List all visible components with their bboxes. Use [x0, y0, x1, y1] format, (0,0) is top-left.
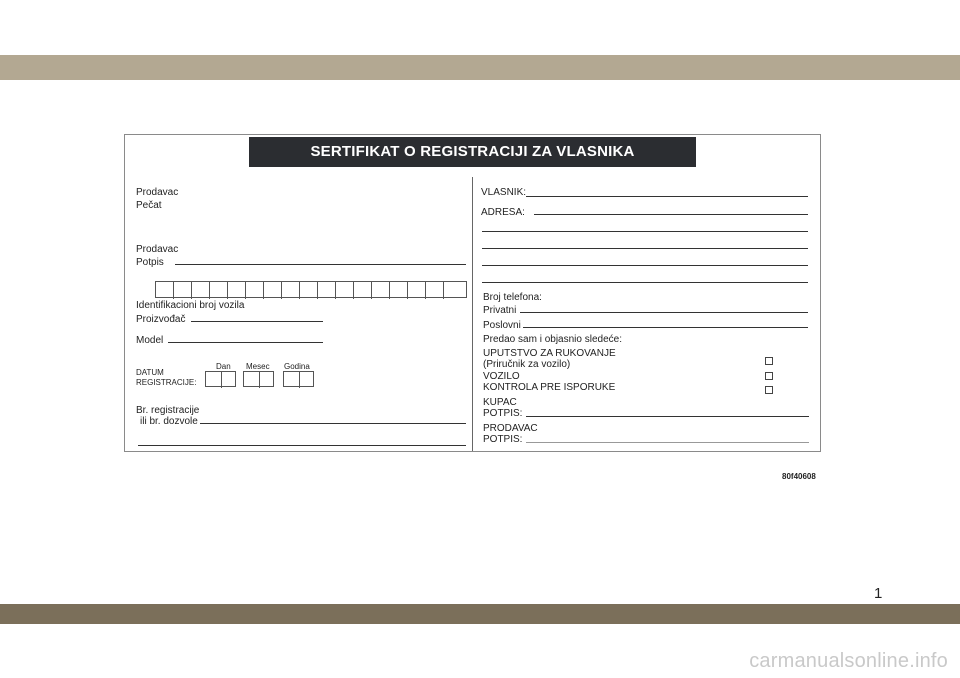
vin-divider: [245, 282, 246, 299]
figure-code: 80f40608: [782, 472, 816, 481]
seller-signature-line[interactable]: [175, 264, 466, 265]
date-divider: [221, 372, 222, 388]
registration-date-label-2: REGISTRACIJE:: [136, 378, 197, 387]
seller-label: Prodavac: [136, 187, 179, 198]
owner-label: VLASNIK:: [481, 187, 527, 198]
vehicle-checkbox[interactable]: [765, 372, 773, 380]
date-divider: [299, 372, 300, 388]
address-line-5[interactable]: [482, 282, 808, 283]
vin-divider: [227, 282, 228, 299]
vin-input-boxes[interactable]: [155, 281, 467, 298]
inspection-label: KONTROLA PRE ISPORUKE: [483, 382, 616, 393]
buyer-label: KUPAC: [483, 397, 517, 408]
month-label: Mesec: [246, 362, 270, 371]
dealer-signature-line[interactable]: [526, 442, 809, 443]
vin-divider: [425, 282, 426, 299]
vin-divider: [371, 282, 372, 299]
month-input-boxes[interactable]: [243, 371, 274, 387]
dealer-signature-label: POTPIS:: [483, 434, 523, 445]
model-line[interactable]: [168, 342, 323, 343]
business-phone-line[interactable]: [523, 327, 808, 328]
manual-label: UPUTSTVO ZA RUKOVANJE: [483, 348, 616, 359]
owner-line[interactable]: [526, 196, 808, 197]
address-label: ADRESA:: [481, 207, 525, 218]
year-label: Godina: [284, 362, 310, 371]
registration-number-line[interactable]: [200, 423, 466, 424]
vin-divider: [389, 282, 390, 299]
watermark: carmanualsonline.info: [749, 650, 948, 672]
top-band: [0, 55, 960, 80]
form-title: SERTIFIKAT O REGISTRACIJI ZA VLASNIKA: [249, 137, 696, 167]
address-line[interactable]: [534, 214, 808, 215]
seller-signature-label: Prodavac: [136, 244, 179, 255]
vin-divider: [209, 282, 210, 299]
date-divider: [259, 372, 260, 388]
column-divider: [472, 177, 473, 451]
manual-checkbox[interactable]: [765, 357, 773, 365]
vin-divider: [299, 282, 300, 299]
vin-divider: [335, 282, 336, 299]
manufacturer-line[interactable]: [191, 321, 323, 322]
vin-divider: [407, 282, 408, 299]
dealer-label: PRODAVAC: [483, 423, 538, 434]
vin-divider: [353, 282, 354, 299]
year-input-boxes[interactable]: [283, 371, 314, 387]
vehicle-label: VOZILO: [483, 371, 520, 382]
vin-divider: [281, 282, 282, 299]
vin-label: Identifikacioni broj vozila: [136, 300, 245, 311]
bottom-band: [0, 604, 960, 624]
phone-label: Broj telefona:: [483, 292, 542, 303]
private-phone-label: Privatni: [483, 305, 517, 316]
day-input-boxes[interactable]: [205, 371, 236, 387]
manufacturer-label: Proizvođač: [136, 314, 186, 325]
registration-number-label: Br. registracije: [136, 405, 200, 416]
vin-divider: [317, 282, 318, 299]
vin-divider: [191, 282, 192, 299]
address-line-3[interactable]: [482, 248, 808, 249]
buyer-signature-label: POTPIS:: [483, 408, 523, 419]
address-line-4[interactable]: [482, 265, 808, 266]
page-number: 1: [874, 585, 883, 602]
vin-divider: [443, 282, 444, 299]
inspection-checkbox[interactable]: [765, 386, 773, 394]
day-label: Dan: [216, 362, 231, 371]
buyer-signature-line[interactable]: [526, 416, 809, 417]
model-label: Model: [136, 335, 164, 346]
registration-number-line-2[interactable]: [138, 445, 466, 446]
handed-over-label: Predao sam i objasnio sledeće:: [483, 334, 622, 345]
address-line-2[interactable]: [482, 231, 808, 232]
vin-divider: [173, 282, 174, 299]
permit-number-label: ili br. dozvole: [140, 416, 198, 427]
registration-certificate-form: [124, 134, 821, 452]
signature-label: Potpis: [136, 257, 164, 268]
business-phone-label: Poslovni: [483, 320, 521, 331]
stamp-label: Pečat: [136, 200, 162, 211]
private-phone-line[interactable]: [520, 312, 808, 313]
registration-date-label-1: DATUM: [136, 368, 164, 377]
manual-sub-label: (Priručnik za vozilo): [483, 359, 571, 370]
vin-divider: [263, 282, 264, 299]
